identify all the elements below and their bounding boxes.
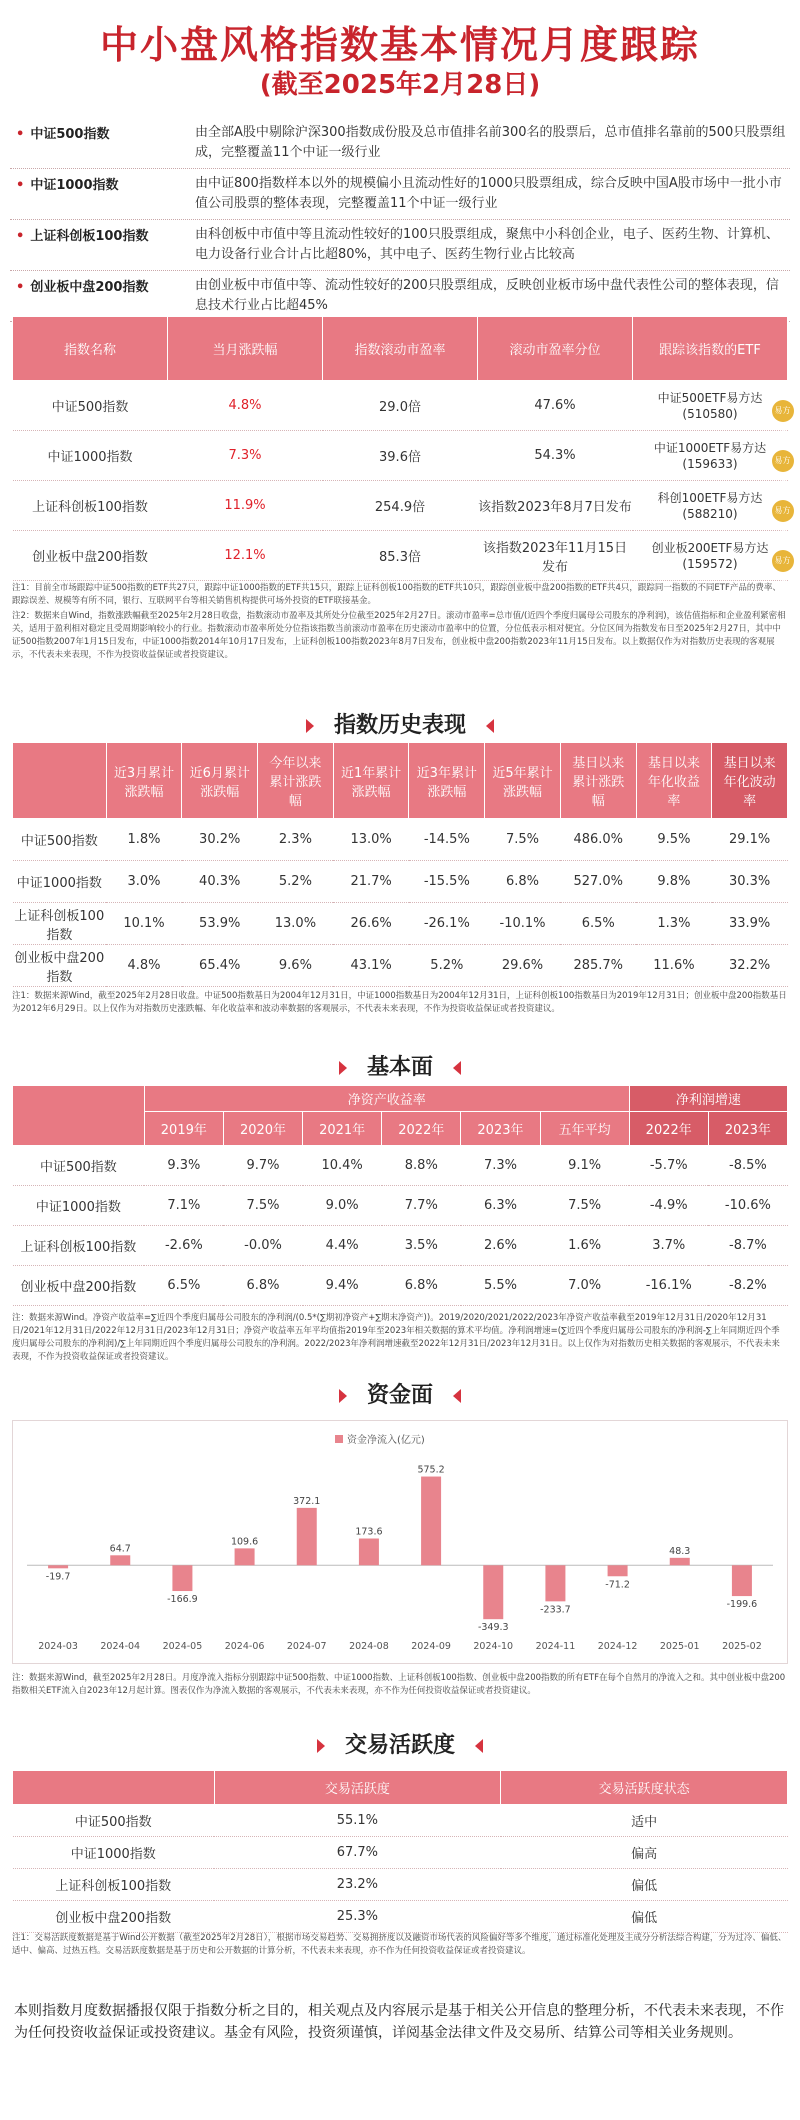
history-value: 26.6% <box>333 903 409 945</box>
pe-percentile: 47.6% <box>478 381 633 431</box>
activity-value: 25.3% <box>214 1901 501 1933</box>
intro-item <box>10 118 790 169</box>
history-value: 486.0% <box>560 819 636 861</box>
history-value: 30.2% <box>182 819 258 861</box>
fundamental-value: -8.7% <box>708 1226 787 1266</box>
history-value: 29.1% <box>712 819 788 861</box>
history-value: 65.4% <box>182 945 258 987</box>
history-value: 1.8% <box>106 819 182 861</box>
flow-bar <box>110 1555 130 1565</box>
history-value: 53.9% <box>182 903 258 945</box>
triangle-icon <box>475 1739 483 1753</box>
activity-status: 适中 <box>501 1805 788 1837</box>
table-row <box>13 903 788 945</box>
fundamental-year-header: 2021年 <box>303 1112 382 1146</box>
bar-value-label: -166.9 <box>167 1594 198 1606</box>
monthly-change: 12.1% <box>168 531 323 581</box>
capital-flow-chart <box>12 1420 788 1664</box>
history-header: 近3年累计涨跌幅 <box>409 743 485 819</box>
history-value: 43.1% <box>333 945 409 987</box>
history-value: 40.3% <box>182 861 258 903</box>
history-header: 基日以来累计涨跌幅 <box>560 743 636 819</box>
history-value: -26.1% <box>409 903 485 945</box>
index-name: 上证科创板100指数 <box>13 1869 215 1901</box>
index-name: 创业板中盘200指数 <box>13 531 168 581</box>
index-name: 上证科创板100指数 <box>13 1226 145 1266</box>
history-header <box>13 743 107 819</box>
overview-header: 当月涨跌幅 <box>168 317 323 381</box>
overview-header: 指数滚动市盈率 <box>323 317 478 381</box>
fundamental-value: -8.5% <box>708 1146 787 1186</box>
etf-cell <box>633 431 791 487</box>
flow-bar <box>670 1558 690 1565</box>
fundamental-year-header: 2022年 <box>382 1112 461 1146</box>
intro-desc: 由创业板中市值中等、流动性较好的200只股票组成，反映创业板市场中盘代表性公司的整体表现，信息技术行业占比超45% <box>195 278 779 313</box>
x-tick-label: 2024-12 <box>597 1641 638 1652</box>
fundamental-value: 7.5% <box>223 1186 302 1226</box>
history-header: 今年以来累计涨跌幅 <box>258 743 334 819</box>
fundamental-year-header: 2020年 <box>223 1112 302 1146</box>
history-value: 527.0% <box>560 861 636 903</box>
capital-flow-svg <box>13 1421 787 1663</box>
history-value: 3.0% <box>106 861 182 903</box>
activity-value: 67.7% <box>214 1837 501 1869</box>
x-tick-label: 2024-05 <box>162 1641 203 1652</box>
fundamental-value: 6.8% <box>223 1266 302 1306</box>
x-tick-label: 2024-11 <box>535 1641 576 1652</box>
fundamental-year-header: 2023年 <box>461 1112 540 1146</box>
overview-note-2: 注2：数据来自Wind，指数涨跌幅截至2025年2月28日收盘，指数滚动市盈率及其所处分位截至2025年2月27日。滚动市盈率=总市值/(近四个季度归属母公司股东的净利润)，该估值指标和企业盈利紧密相关，适用于盈利相对稳定且受周期影响较小的行业。指数滚动市盈率所处分位指该指数当前滚动市盈率在历史滚动市盈率中的位置，分位低表示相对便宜。分位区间为指数发布日至2025年2月27日，其中中证500指数2007年1月15日发布，中证1000指数2014年10月17日发布，上证科创板100指数2023年8月7日发布，创业板中盘200指数2023年11月15日发布。以上数据仅作为对指数历史表现的客观展示，不代表未来表现，不作为投资收益保证或者投资建议。 <box>12 611 786 660</box>
flow-bar <box>421 1477 441 1566</box>
index-name: 创业板中盘200指数 <box>13 1901 215 1933</box>
triangle-icon <box>339 1389 347 1403</box>
pe-ttm: 29.0倍 <box>323 381 478 431</box>
triangle-icon <box>453 1061 461 1075</box>
activity-note: 注1：交易活跃度数据是基于Wind公开数据（截至2025年2月28日），根据市场交易趋势、交易拥挤度以及融资市场代表的风险偏好等多个维度，通过标准化处理及主成分分析法综合构建，分为过冷、偏低、适中、偏高、过热五档。交易活跃度数据是基于历史和公开数据的计算分析，不代表未来表现，亦不作为任何投资收益保证或者投资建议。 <box>12 1933 787 1956</box>
history-value: 29.6% <box>485 945 561 987</box>
overview-note-1: 注1：目前全市场跟踪中证500指数的ETF共27只，跟踪中证1000指数的ETF共15只，跟踪上证科创板100指数的ETF共10只，跟踪创业板中盘200指数的ETF共4只，跟踪同一指数的不同ETF产品的费率、跟踪误差、规模等有所不同，银行、互联网平台等相关销售机构提供可场外投资的ETF联接基金。 <box>12 583 781 606</box>
index-name: 中证1000指数 <box>13 1837 215 1869</box>
bar-value-label: -349.3 <box>477 1622 509 1634</box>
fundamental-value: 7.3% <box>461 1146 540 1186</box>
activity-header: 交易活跃度状态 <box>501 1771 788 1805</box>
bar-value-label: 64.7 <box>109 1543 131 1555</box>
table-row <box>13 1837 788 1869</box>
section-title-text: 基本面 <box>366 1055 433 1080</box>
bar-value-label: -233.7 <box>540 1604 571 1616</box>
intro-name: • 创业板中盘200指数 <box>10 276 195 316</box>
history-header: 近1年累计涨跌幅 <box>333 743 409 819</box>
fundamental-value: 6.5% <box>144 1266 223 1306</box>
monthly-change: 7.3% <box>168 431 323 481</box>
history-value: 10.1% <box>106 903 182 945</box>
history-value: -10.1% <box>485 903 561 945</box>
fundamental-value: 7.0% <box>540 1266 629 1306</box>
pe-percentile: 54.3% <box>478 431 633 481</box>
history-value: 7.5% <box>485 819 561 861</box>
bar-value-label: 372.1 <box>293 1495 321 1507</box>
history-value: 11.6% <box>636 945 712 987</box>
x-tick-label: 2024-06 <box>224 1641 265 1652</box>
fundamental-value: 10.4% <box>303 1146 382 1186</box>
intro-desc: 由全部A股中剔除沪深300指数成份股及总市值排名前300名的股票后，总市值排名靠前的500只股票组成，完整覆盖11个中证一级行业 <box>195 125 786 160</box>
history-header: 基日以来年化收益率 <box>636 743 712 819</box>
flow-bar <box>545 1565 565 1601</box>
history-value: 4.8% <box>106 945 182 987</box>
pe-percentile: 该指数2023年11月15日发布 <box>478 531 633 581</box>
fundamental-value: 3.5% <box>382 1226 461 1266</box>
index-name: 中证1000指数 <box>13 861 107 903</box>
pe-ttm: 39.6倍 <box>323 431 478 481</box>
history-value: 5.2% <box>409 945 485 987</box>
triangle-icon <box>317 1739 325 1753</box>
index-name: 中证500指数 <box>13 381 168 431</box>
index-intro-list <box>10 118 790 322</box>
table-row <box>13 1266 788 1306</box>
overview-header: 跟踪该指数的ETF <box>633 317 788 381</box>
history-value: 285.7% <box>560 945 636 987</box>
fundamental-value: -8.2% <box>708 1266 787 1306</box>
section-title-text: 资金面 <box>366 1383 433 1408</box>
x-tick-label: 2024-08 <box>349 1641 389 1652</box>
x-tick-label: 2024-03 <box>38 1641 78 1652</box>
bar-value-label: -71.2 <box>605 1579 630 1591</box>
history-value: 6.8% <box>485 861 561 903</box>
x-tick-label: 2024-07 <box>286 1641 327 1652</box>
history-value: 9.8% <box>636 861 712 903</box>
history-value: 30.3% <box>712 861 788 903</box>
x-tick-label: 2024-09 <box>411 1641 451 1652</box>
section-title-text: 指数历史表现 <box>333 713 466 738</box>
table-row <box>13 1901 788 1933</box>
history-header: 基日以来年化波动率 <box>712 743 788 819</box>
fundamental-year-header: 2022年 <box>629 1112 708 1146</box>
section-title-history <box>0 708 800 739</box>
flow-bar <box>732 1565 752 1596</box>
intro-desc: 由科创板中市值中等且流动性较好的100只股票组成，聚焦中小科创企业，电子、医药生物、计算机、电力设备行业合计占比超80%，其中电子、医药生物行业占比较高 <box>195 227 779 262</box>
page-subtitle: (截至2025年2月28日) <box>259 70 541 100</box>
monthly-change: 11.9% <box>168 481 323 531</box>
intro-name: • 中证1000指数 <box>10 174 195 214</box>
x-tick-label: 2025-01 <box>659 1641 700 1652</box>
fundamental-group-roe: 净资产收益率 <box>144 1086 629 1112</box>
triangle-icon <box>453 1389 461 1403</box>
intro-name: • 中证500指数 <box>10 123 195 163</box>
bar-value-label: 48.3 <box>669 1545 691 1557</box>
index-name: 中证500指数 <box>13 819 107 861</box>
index-name: 创业板中盘200指数 <box>13 945 107 987</box>
fundamental-value: 5.5% <box>461 1266 540 1306</box>
history-value: -15.5% <box>409 861 485 903</box>
overview-table <box>12 316 791 587</box>
x-tick-label: 2024-10 <box>473 1641 514 1652</box>
index-name: 上证科创板100指数 <box>13 481 168 531</box>
fundamental-value: 8.8% <box>382 1146 461 1186</box>
fundamental-value: 1.6% <box>540 1226 629 1266</box>
history-value: 2.3% <box>258 819 334 861</box>
table-row <box>13 1146 788 1186</box>
history-header: 近5年累计涨跌幅 <box>485 743 561 819</box>
brand-logo-icon: 易方达 <box>772 400 794 422</box>
disclaimer: 本则指数月度数据播报仅限于指数分析之目的，相关观点及内容展示是基于相关公开信息的整理分析，不代表未来表现，不作为任何投资收益保证或投资建议。基金有风险，投资须谨慎，详阅基金法律文件及交易所、结算公司等相关业务规则。 <box>14 2003 784 2041</box>
table-row <box>13 1186 788 1226</box>
flow-bar <box>359 1539 379 1566</box>
pe-percentile: 该指数2023年8月7日发布 <box>478 481 633 531</box>
brand-logo-icon: 易方达 <box>772 550 794 572</box>
x-tick-label: 2025-02 <box>722 1641 762 1652</box>
etf-cell <box>633 531 791 587</box>
table-row <box>13 945 788 987</box>
bar-value-label: -199.6 <box>726 1599 758 1611</box>
fundamental-value: 9.1% <box>540 1146 629 1186</box>
table-row <box>13 819 788 861</box>
index-name: 中证500指数 <box>13 1805 215 1837</box>
fundamental-year-header: 2019年 <box>144 1112 223 1146</box>
history-value: 1.3% <box>636 903 712 945</box>
index-name: 中证1000指数 <box>13 1186 145 1226</box>
table-row <box>13 1226 788 1266</box>
history-value: 13.0% <box>333 819 409 861</box>
section-title-fundamental <box>0 1050 800 1081</box>
triangle-icon <box>486 719 494 733</box>
fundamental-value: -5.7% <box>629 1146 708 1186</box>
pe-ttm: 85.3倍 <box>323 531 478 581</box>
intro-item <box>10 271 790 322</box>
section-title-text: 交易活跃度 <box>344 1733 455 1758</box>
fundamental-header-blank <box>13 1086 145 1146</box>
activity-status: 偏高 <box>501 1837 788 1869</box>
history-value: -14.5% <box>409 819 485 861</box>
etf-cell <box>633 481 791 537</box>
fundamental-year-header: 2023年 <box>708 1112 787 1146</box>
activity-table <box>12 1770 788 1933</box>
table-row <box>13 481 788 531</box>
overview-header: 滚动市盈率分位 <box>478 317 633 381</box>
index-name: 中证500指数 <box>13 1146 145 1186</box>
history-value: 6.5% <box>560 903 636 945</box>
fundamental-value: -4.9% <box>629 1186 708 1226</box>
overview-header: 指数名称 <box>13 317 168 381</box>
bar-value-label: -19.7 <box>45 1571 71 1583</box>
activity-status: 偏低 <box>501 1869 788 1901</box>
fundamental-value: 9.7% <box>223 1146 302 1186</box>
fundamental-value: 9.0% <box>303 1186 382 1226</box>
etf-code: (159572) <box>682 556 738 571</box>
triangle-icon <box>339 1061 347 1075</box>
activity-header <box>13 1771 215 1805</box>
intro-desc: 由中证800指数样本以外的规模偏小且流动性好的1000只股票组成，综合反映中国A股市场中一批小市值公司股票的整体表现，完整覆盖11个中证一级行业 <box>195 176 782 211</box>
capital-note: 注：数据来源Wind，截至2025年2月28日。月度净流入指标分别跟踪中证500指数、中证1000指数、上证科创板100指数、创业板中盘200指数的所有ETF在每个自然月的净流入之和。其中创业板中盘200指数相关ETF流入自2023年12月起计算。图表仅作为净流入数据的客观展示，不代表未来表现，亦不作为任何投资收益保证或者投资建议。 <box>12 1673 786 1696</box>
fundamental-value: -10.6% <box>708 1186 787 1226</box>
fundamental-value: 7.5% <box>540 1186 629 1226</box>
intro-name: • 上证科创板100指数 <box>10 225 195 265</box>
fundamental-value: 3.7% <box>629 1226 708 1266</box>
intro-item <box>10 169 790 220</box>
activity-status: 偏低 <box>501 1901 788 1933</box>
etf-name: 中证1000ETF易方达 <box>653 440 767 455</box>
fundamental-group-growth: 净利润增速 <box>629 1086 787 1112</box>
history-value: 33.9% <box>712 903 788 945</box>
etf-code: (159633) <box>682 456 738 471</box>
history-value: 21.7% <box>333 861 409 903</box>
brand-logo-icon: 易方达 <box>772 450 794 472</box>
x-tick-label: 2024-04 <box>100 1641 141 1652</box>
fundamental-table <box>12 1085 788 1306</box>
flow-bar <box>297 1508 317 1565</box>
activity-header: 交易活跃度 <box>214 1771 501 1805</box>
activity-value: 55.1% <box>214 1805 501 1837</box>
etf-code: (588210) <box>682 506 738 521</box>
monthly-change: 4.8% <box>168 381 323 431</box>
etf-cell <box>633 381 791 437</box>
index-name: 创业板中盘200指数 <box>13 1266 145 1306</box>
table-row <box>13 1869 788 1901</box>
fundamental-year-header: 五年平均 <box>540 1112 629 1146</box>
history-value: 9.5% <box>636 819 712 861</box>
fundamental-value: 9.4% <box>303 1266 382 1306</box>
history-note: 注1：数据来源Wind，截至2025年2月28日收盘。中证500指数基日为2004年12月31日，中证1000指数基日为2004年12月31日，上证科创板100指数基日为2019年12月31日；创业板中盘200指数基日为2012年6月29日。以上仅作为对指数历史涨跌幅、年化收益率和波动率数据的客观展示，不代表未来表现，不作为投资收益保证或者投资建议。 <box>12 991 787 1014</box>
index-name: 中证1000指数 <box>13 431 168 481</box>
fundamental-value: 7.7% <box>382 1186 461 1226</box>
fundamental-value: 4.4% <box>303 1226 382 1266</box>
activity-value: 23.2% <box>214 1869 501 1901</box>
flow-bar <box>235 1548 255 1565</box>
bar-value-label: 173.6 <box>355 1526 383 1538</box>
legend-label: 资金净流入(亿元) <box>347 1435 425 1446</box>
history-header: 近3月累计涨跌幅 <box>106 743 182 819</box>
bar-value-label: 109.6 <box>230 1536 259 1548</box>
fundamental-value: 7.1% <box>144 1186 223 1226</box>
etf-name: 中证500ETF易方达 <box>657 390 763 405</box>
etf-code: (510580) <box>682 406 738 421</box>
table-row <box>13 1805 788 1837</box>
pe-ttm: 254.9倍 <box>323 481 478 531</box>
brand-logo-icon: 易方达 <box>772 500 794 522</box>
history-header: 近6月累计涨跌幅 <box>182 743 258 819</box>
fundamental-value: -16.1% <box>629 1266 708 1306</box>
fundamental-value: 6.8% <box>382 1266 461 1306</box>
fundamental-value: -2.6% <box>144 1226 223 1266</box>
table-row <box>13 861 788 903</box>
fundamental-value: 9.3% <box>144 1146 223 1186</box>
fundamental-value: 6.3% <box>461 1186 540 1226</box>
fundamental-value: -0.0% <box>223 1226 302 1266</box>
history-value: 5.2% <box>258 861 334 903</box>
etf-name: 创业板200ETF易方达 <box>651 540 769 555</box>
legend-swatch <box>335 1435 343 1443</box>
bar-value-label: 575.2 <box>417 1464 445 1476</box>
index-name: 上证科创板100指数 <box>13 903 107 945</box>
fundamental-note: 注：数据来源Wind。净资产收益率=∑近四个季度归属母公司股东的净利润/(0.5*(∑期初净资产+∑期末净资产))。2019/2020/2021/2022/2023年净资产收益率截至2019年12月31日/2020年12月31日/2021年12月31日/2022年12月31日/2023年12月31日；净资产收益率五年平均值指2019年至2023年相关数据的算术平均值。净利润增速=(∑近四个季度归属母公司股东的净利润-∑上年同期近四个季度归属母公司股东的净利润)/∑上年同期近四个季度归属母公司股东的净利润。2022/2023年净利润增速截至2022年12月31日/2023年12月31日。以上仅作为对指数历史相关数据的客观展示，不代表未来表现，不作为投资收益保证或者投资建议。 <box>12 1313 780 1362</box>
flow-bar <box>608 1565 628 1576</box>
flow-bar <box>172 1565 192 1591</box>
history-value: 32.2% <box>712 945 788 987</box>
triangle-icon <box>306 719 314 733</box>
history-table <box>12 742 788 987</box>
table-row <box>13 531 788 581</box>
flow-bar <box>483 1565 503 1619</box>
page-title: 中小盘风格指数基本情况月度跟踪 <box>99 23 700 67</box>
intro-item <box>10 220 790 271</box>
flow-bar <box>48 1565 68 1568</box>
table-row <box>13 381 788 431</box>
history-value: 13.0% <box>258 903 334 945</box>
section-title-activity <box>0 1728 800 1759</box>
history-value: 9.6% <box>258 945 334 987</box>
section-title-capital <box>0 1378 800 1409</box>
table-row <box>13 431 788 481</box>
fundamental-value: 2.6% <box>461 1226 540 1266</box>
etf-name: 科创100ETF易方达 <box>657 490 763 505</box>
